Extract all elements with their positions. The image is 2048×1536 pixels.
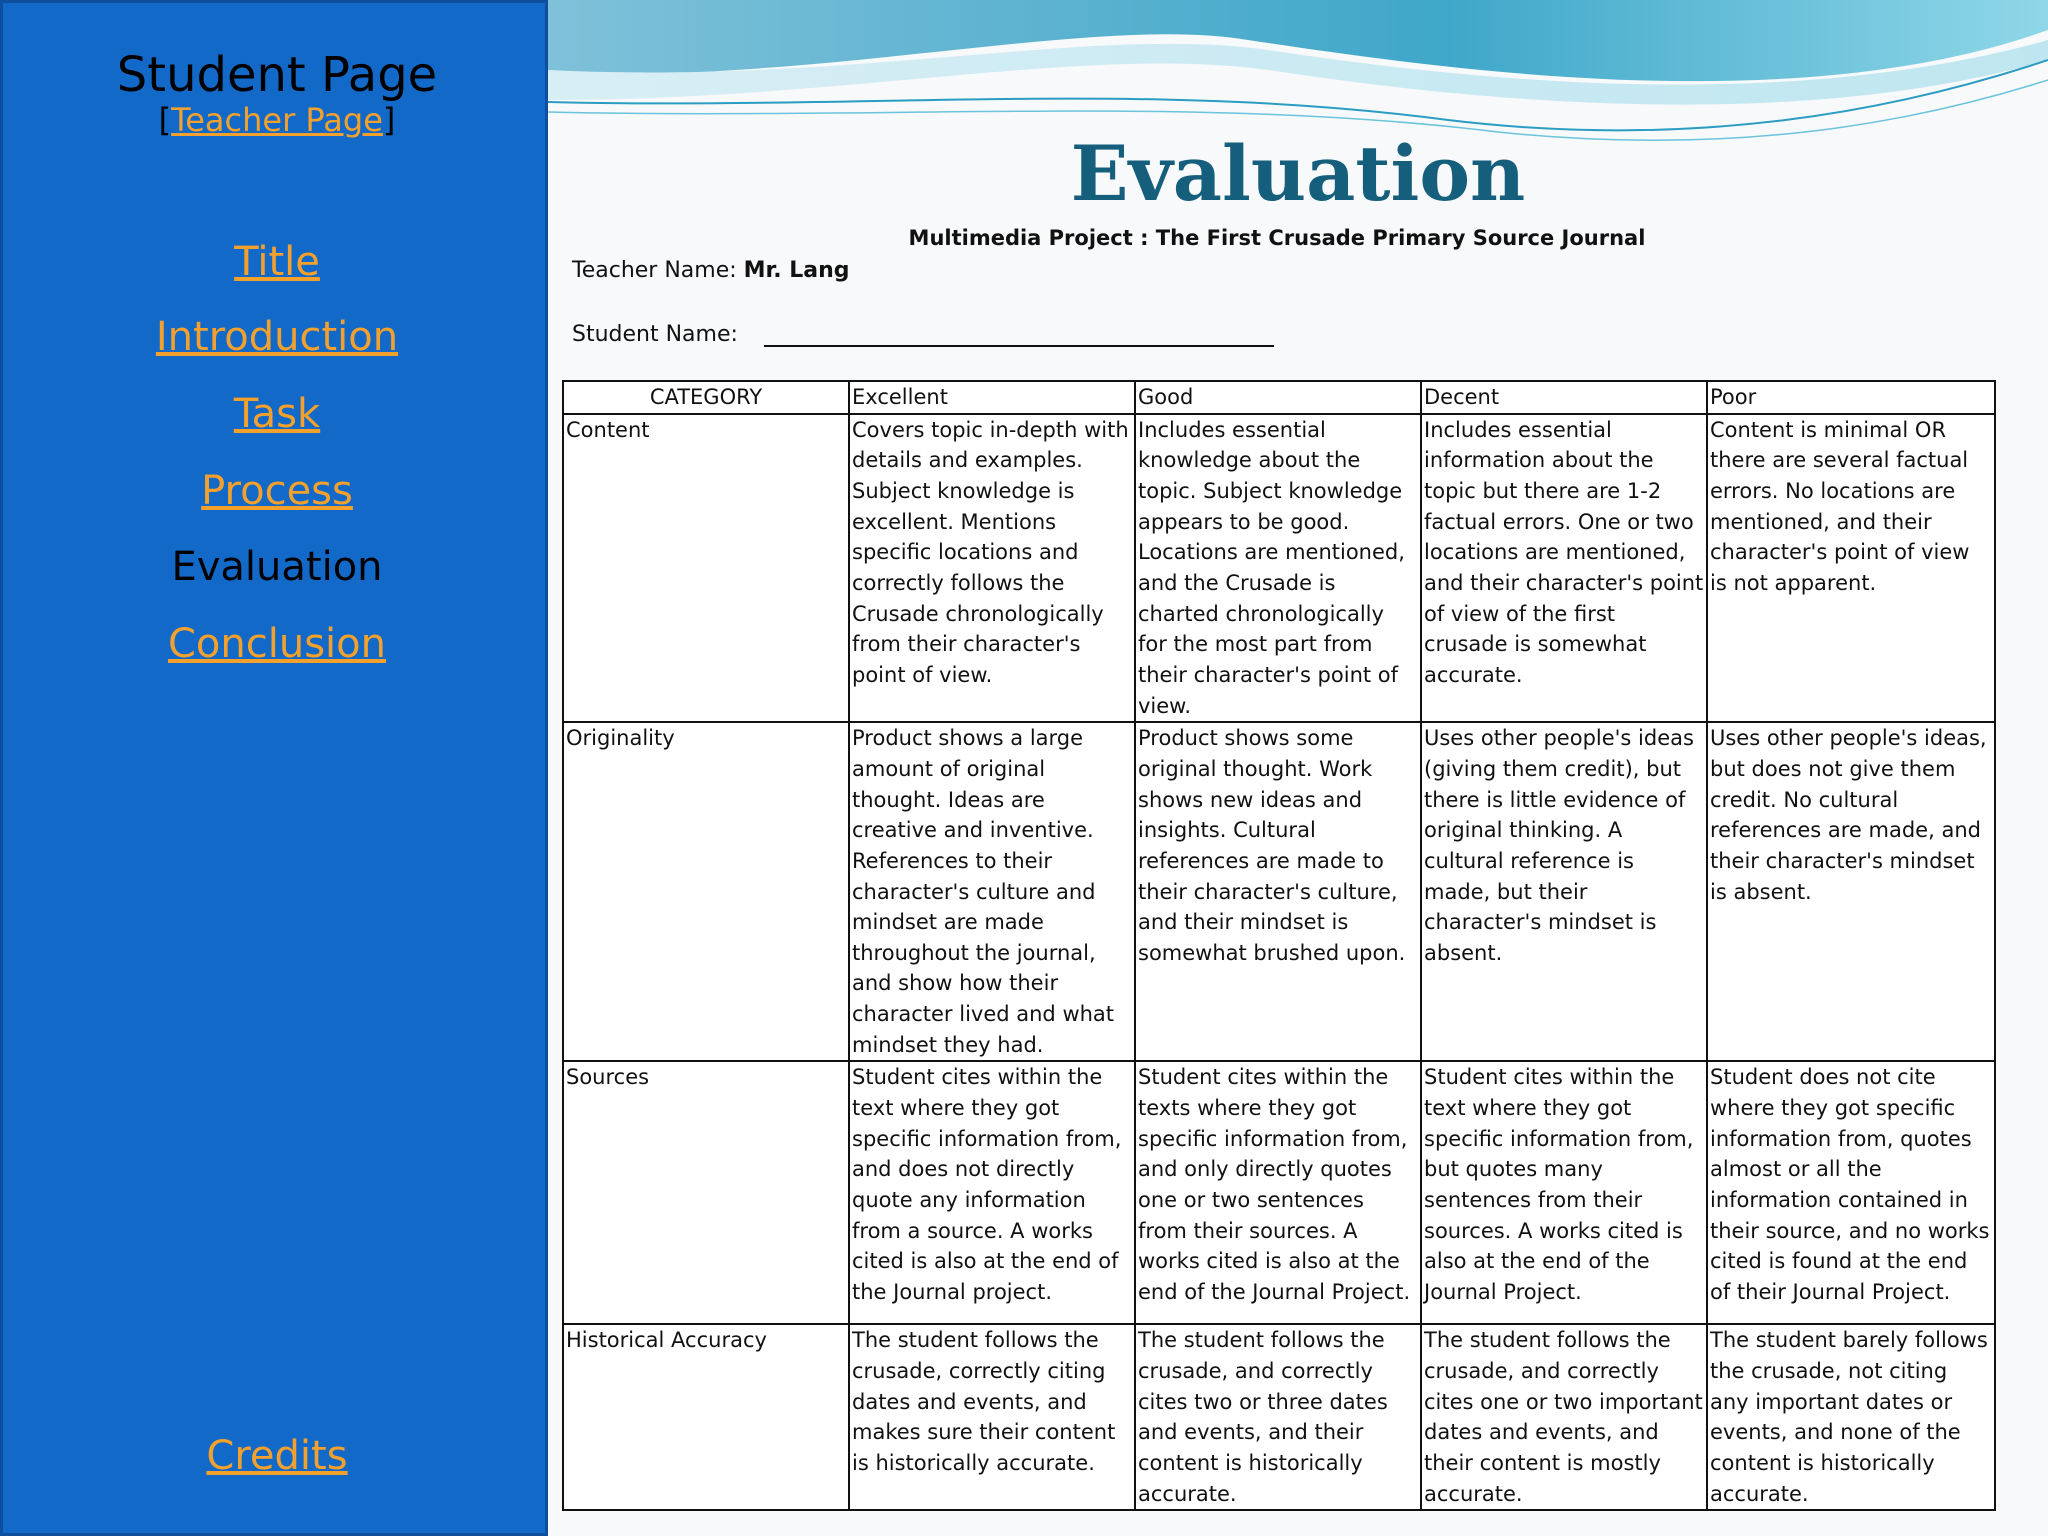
- row-category: Content: [563, 414, 849, 723]
- table-cell: The student follows the crusade, and correctly cites one or two important dates and events, and their content is mostly accurate.: [1421, 1324, 1707, 1510]
- bracket-open: [: [158, 101, 172, 139]
- student-label: Student Name:: [572, 322, 738, 347]
- project-subtitle: Multimedia Project : The First Crusade Primary Source Journal: [908, 226, 1646, 250]
- header-category: CATEGORY: [563, 381, 849, 414]
- table-row: [563, 1061, 1995, 1324]
- header-decent: Decent: [1421, 381, 1707, 414]
- row-category: Sources: [563, 1061, 849, 1324]
- table-row: [563, 414, 1995, 723]
- bracket-close: ]: [382, 101, 396, 139]
- row-category: Historical Accuracy: [563, 1324, 849, 1510]
- sidebar-title: Student Page: [116, 47, 438, 103]
- table-cell: Uses other people's ideas (giving them credit), but there is little evidence of original thinking. A cultural reference is made, but their character's mindset is absent.: [1421, 722, 1707, 1061]
- table-cell: Student cites within the text where they got specific information from, and does not directly quote any information from a source. A works cited is also at the end of the Journal project.: [849, 1061, 1135, 1324]
- sidebar: [0, 0, 548, 1536]
- table-cell: Includes essential knowledge about the topic. Subject knowledge appears to be good. Locations are mentioned, and the Crusade is charted chronologically for the most part from their character's point of view.: [1135, 414, 1421, 723]
- nav-introduction[interactable]: Introduction: [155, 314, 399, 360]
- header-poor: Poor: [1707, 381, 1995, 414]
- table-cell: Product shows some original thought. Work shows new ideas and insights. Cultural references are made to their character's culture, and their mindset is somewhat brushed upon.: [1135, 722, 1421, 1061]
- table-cell: Uses other people's ideas, but does not give them credit. No cultural references are made, and their character's mindset is absent.: [1707, 722, 1995, 1061]
- row-category: Originality: [563, 722, 849, 1061]
- table-row: [563, 1324, 1995, 1510]
- table-cell: Student cites within the texts where they got specific information from, and only directly quotes one or two sentences from their sources. A works cited is also at the end of the Journal Project.: [1135, 1061, 1421, 1324]
- table-cell: The student follows the crusade, and correctly cites two or three dates and events, and their content is historically accurate.: [1135, 1324, 1421, 1510]
- table-row: [563, 722, 1995, 1061]
- student-name-blank: [764, 325, 1274, 347]
- student-name-line: [572, 322, 1274, 347]
- rubric-table: [562, 380, 1996, 1511]
- table-header-row: [563, 381, 1995, 414]
- teacher-label: Teacher Name:: [572, 258, 737, 283]
- table-cell: The student barely follows the crusade, not citing any important dates or events, and none of the content is historically accurate.: [1707, 1324, 1995, 1510]
- teacher-name: Mr. Lang: [743, 258, 850, 283]
- nav-conclusion[interactable]: Conclusion: [168, 621, 386, 667]
- table-cell: The student follows the crusade, correctly citing dates and events, and makes sure their content is historically accurate.: [849, 1324, 1135, 1510]
- sidebar-subtitle: [3, 103, 551, 138]
- nav-evaluation: Evaluation: [171, 544, 383, 590]
- table-cell: Includes essential information about the topic but there are 1-2 factual errors. One or two locations are mentioned, and their character's point of view of the first crusade is somewhat accurate.: [1421, 414, 1707, 723]
- table-cell: Student does not cite where they got specific information from, quotes almost or all the information contained in their source, and no works cited is found at the end of their Journal Project.: [1707, 1061, 1995, 1324]
- table-cell: Product shows a large amount of original thought. Ideas are creative and inventive. References to their character's culture and mindset are made throughout the journal, and show how their character lived and what mindset they had.: [849, 722, 1135, 1061]
- teacher-page-link[interactable]: Teacher Page: [171, 101, 383, 139]
- nav-task[interactable]: Task: [233, 391, 321, 437]
- nav-credits[interactable]: Credits: [206, 1433, 348, 1479]
- table-cell: Content is minimal OR there are several factual errors. No locations are mentioned, and their character's point of view is not apparent.: [1707, 414, 1995, 723]
- nav-process[interactable]: Process: [201, 468, 353, 514]
- header-good: Good: [1135, 381, 1421, 414]
- table-cell: Covers topic in-depth with details and examples. Subject knowledge is excellent. Mentions specific locations and correctly follows the Crusade chronologically from their character's point of view.: [849, 414, 1135, 723]
- nav-title[interactable]: Title: [234, 239, 320, 285]
- header-excellent: Excellent: [849, 381, 1135, 414]
- page-title: Evaluation: [1070, 129, 1526, 218]
- table-cell: Student cites within the text where they got specific information from, but quotes many sentences from their sources. A works cited is also at the end of the Journal Project.: [1421, 1061, 1707, 1324]
- teacher-name-line: [572, 258, 850, 283]
